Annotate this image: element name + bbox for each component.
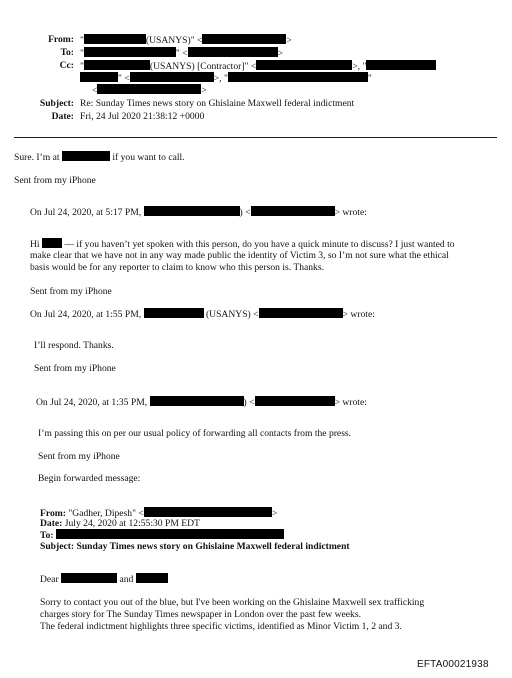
- redaction: [61, 573, 117, 583]
- redaction: [144, 308, 204, 318]
- redaction: [366, 60, 436, 70]
- forwarded-date-label: Date:: [40, 518, 63, 529]
- redaction: [84, 47, 176, 57]
- to-end: >: [277, 48, 284, 59]
- redaction: [84, 60, 150, 70]
- begin-forwarded: Begin forwarded message:: [38, 473, 141, 484]
- from-value: [80, 34, 292, 46]
- redaction: [62, 151, 110, 161]
- paragraph-line: basis would be for any reporter to claim to know who this person is. Thanks.: [30, 262, 324, 273]
- quote-header: [30, 206, 367, 219]
- forwarded-date-value: July 24, 2020 at 12:55:30 PM EDT: [64, 518, 200, 529]
- quote-date: On Jul 24, 2020, at 5:17 PM,: [30, 207, 142, 218]
- from-quote: ": [80, 35, 84, 46]
- paragraph-line: make clear that we have not in any way made public the identity of Victim 3, so I’m not sure what the ethical: [30, 250, 449, 261]
- quote-wrote: > wrote:: [334, 397, 367, 408]
- from-end: >: [286, 35, 292, 46]
- to-label: To:: [60, 47, 74, 58]
- cc-line-1: [80, 60, 436, 72]
- redaction: [42, 238, 62, 248]
- forward-note: I’m passing this on per our usual policy of forwarding all contacts from the press.: [38, 428, 352, 439]
- cc-close: >: [201, 85, 207, 96]
- redaction: [144, 206, 240, 216]
- cc-open: <: [92, 85, 98, 96]
- cc-end-quote: ": [367, 73, 372, 84]
- redaction: [56, 529, 284, 539]
- quote-date: On Jul 24, 2020, at 1:55 PM,: [30, 309, 142, 320]
- cc-org: (USANYS) [Contractor]" <: [149, 61, 257, 72]
- bates-number: EFTA00021938: [417, 659, 489, 670]
- redaction: [256, 60, 352, 70]
- to-value: [80, 47, 283, 59]
- redaction: [259, 308, 343, 318]
- paragraph-text: — if you haven’t yet spoken with this person, do you have a quick minute to discuss? I just wanted to: [64, 239, 455, 250]
- redaction: [251, 206, 335, 216]
- redaction: [255, 396, 335, 406]
- quote-sep: ) <: [243, 397, 255, 408]
- cc-sep: >, ": [352, 61, 367, 72]
- redaction: [144, 507, 272, 517]
- forwarded-from-value: "Gadher, Dipesh" <: [68, 508, 144, 519]
- quote-wrote: > wrote:: [342, 309, 375, 320]
- signature: Sent from my iPhone: [14, 175, 96, 186]
- signature: Sent from my iPhone: [38, 451, 120, 462]
- quote-sep: ) <: [239, 207, 251, 218]
- salutation: [40, 573, 168, 586]
- reply-message: I’ll respond. Thanks.: [34, 340, 114, 351]
- greeting: Hi: [30, 239, 40, 250]
- and-text: and: [119, 574, 134, 585]
- to-mid: " <: [175, 48, 188, 59]
- quote-org: (USANYS) <: [205, 309, 259, 320]
- redaction: [136, 573, 168, 583]
- quote-date: On Jul 24, 2020, at 1:35 PM,: [36, 397, 148, 408]
- to-quote: ": [80, 48, 84, 59]
- from-org: (USANYS)" <: [145, 35, 203, 46]
- redaction: [188, 47, 278, 57]
- date-value: Fri, 24 Jul 2020 21:38:12 +0000: [80, 111, 205, 122]
- cc-label: Cc:: [59, 60, 74, 71]
- cc-quote: ": [80, 61, 84, 72]
- dear-text: Dear: [40, 574, 59, 585]
- date-label: Date:: [51, 111, 74, 122]
- signature: Sent from my iPhone: [30, 286, 112, 297]
- cc-sep-2: >, ": [213, 73, 228, 84]
- redaction: [228, 72, 368, 82]
- subject-value: Re: Sunday Times news story on Ghislaine Maxwell federal indictment: [80, 98, 355, 109]
- cc-line-2: [80, 72, 372, 84]
- forwarded-subject-value: Sunday Times news story on Ghislaine Maxwell federal indictment: [76, 541, 350, 552]
- redaction: [80, 72, 118, 82]
- redaction: [150, 396, 244, 406]
- paragraph-line: Sorry to contact you out of the blue, but I've been working on the Ghislaine Maxwell sex trafficking: [40, 597, 425, 608]
- forwarded-subject: [40, 541, 350, 553]
- paragraph-line: charges story for The Sunday Times newspaper in London over the past few weeks.: [40, 609, 361, 620]
- signature: Sent from my iPhone: [34, 363, 116, 374]
- header-divider: [14, 137, 497, 138]
- subject-label: Subject:: [39, 98, 74, 109]
- quote-wrote: > wrote:: [334, 207, 367, 218]
- redaction: [84, 34, 146, 44]
- from-label: From:: [48, 34, 74, 45]
- forwarded-to-label: To:: [40, 530, 54, 541]
- reply-message: [14, 151, 185, 164]
- paragraph-line: The federal indictment highlights three specific victims, identified as Minor Victim 1, 2 and 3.: [40, 621, 402, 632]
- quote-header: [36, 396, 367, 409]
- forwarded-from-label: From:: [40, 508, 66, 519]
- quote-header: [30, 308, 375, 321]
- forwarded-from-end: >: [271, 508, 278, 519]
- redaction: [202, 34, 286, 44]
- cc-mid: " <: [118, 73, 130, 84]
- reply-text-start: Sure. I’m at: [14, 152, 60, 163]
- forwarded-subject-label: Subject:: [40, 541, 75, 552]
- redaction: [130, 72, 214, 82]
- redaction: [97, 84, 201, 94]
- reply-text-end: if you want to call.: [112, 152, 185, 163]
- cc-line-3: [92, 84, 207, 96]
